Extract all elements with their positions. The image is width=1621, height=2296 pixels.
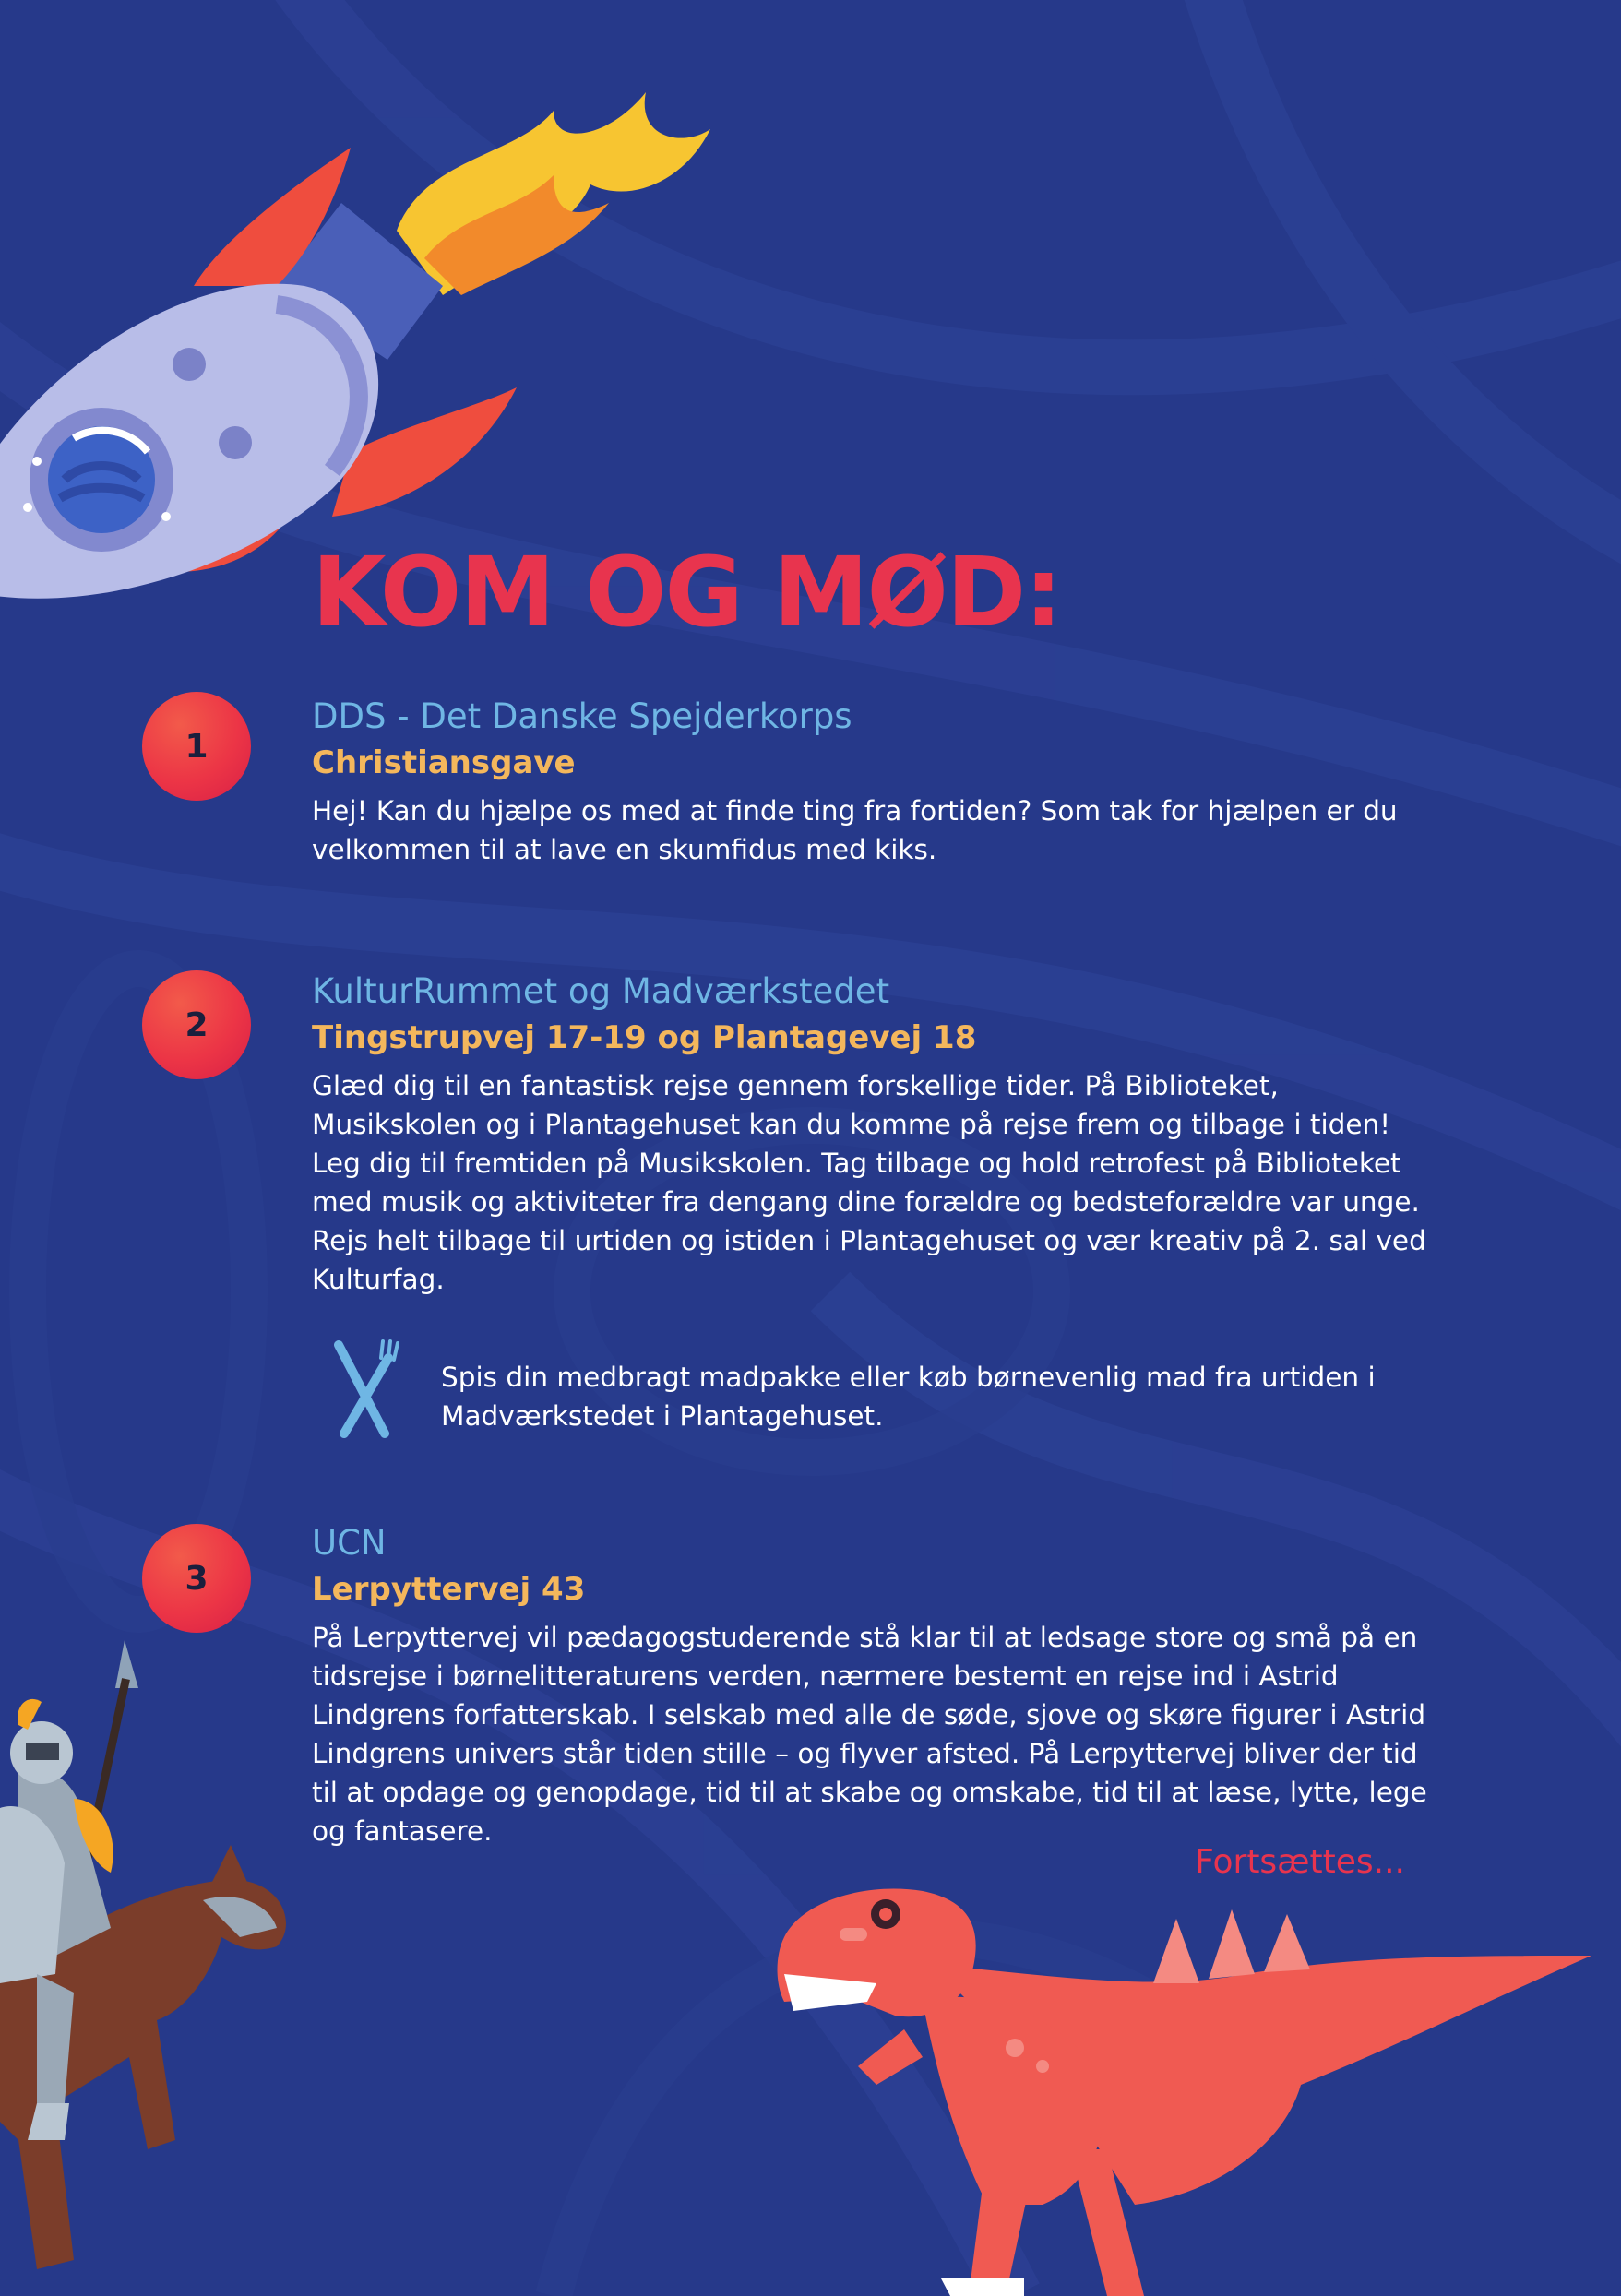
address: Christiansgave: [312, 744, 576, 781]
knight-illustration: [0, 1624, 304, 2296]
entry-text: [312, 1520, 1447, 1850]
page-heading: KOM OG MØD:: [312, 536, 1061, 648]
food-note: [328, 1338, 1435, 1448]
fork-knife-icon: [328, 1338, 401, 1441]
organization-name: UCN: [312, 1523, 387, 1563]
continued-label: Fortsættes...: [1195, 1843, 1405, 1881]
entry-text: [312, 694, 1447, 869]
number-badge: 3: [142, 1524, 251, 1633]
number-badge: 1: [142, 692, 251, 801]
dinosaur-illustration: [766, 1873, 1596, 2296]
organization-name: KulturRummet og Madværkstedet: [312, 971, 890, 1011]
organization-name: DDS - Det Danske Spejderkorps: [312, 696, 852, 736]
food-note-text: Spis din medbragt madpakke eller køb børnevenlig mad fra urtiden i Madværkstedet i Plantagehuset.: [441, 1362, 1376, 1432]
number-badge: 2: [142, 970, 251, 1079]
description: Glæd dig til en fantastisk rejse gennem forskellige tider. På Biblioteket, Musikskolen og i Plantagehuset kan du komme på rejse frem og tilbage i tiden! Leg dig til fremtiden på Musikskolen. Tag tilbage og hold retrofest på Biblioteket med musik og aktiviteter fra dengang dine forældre og bedsteforældre var unge. Rejs helt tilbage til urtiden og istiden i Plantagehuset og vær kreativ på 2. sal ved Kulturfag.: [312, 1070, 1426, 1295]
entry-text: [312, 969, 1447, 1299]
description: På Lerpyttervej vil pædagogstuderende stå klar til at ledsage store og små på en tidsrejse i børnelitteraturens verden, nærmere bestemt en rejse ind i Astrid Lindgrens forfatterskab. I selskab med alle de søde, sjove og skøre figurer i Astrid Lindgrens univers står tiden stille – og flyver afsted. På Lerpyttervej bliver der tid til at opdage og genopdage, tid til at skabe og omskabe, tid til at læse, lytte, lege og fantasere.: [312, 1622, 1427, 1847]
description: Hej! Kan du hjælpe os med at finde ting fra fortiden? Som tak for hjælpen er du velkommen til at lave en skumfidus med kiks.: [312, 795, 1398, 865]
rocket-illustration: [0, 74, 720, 609]
address: Tingstrupvej 17-19 og Plantagevej 18: [312, 1019, 977, 1056]
address: Lerpyttervej 43: [312, 1571, 586, 1608]
